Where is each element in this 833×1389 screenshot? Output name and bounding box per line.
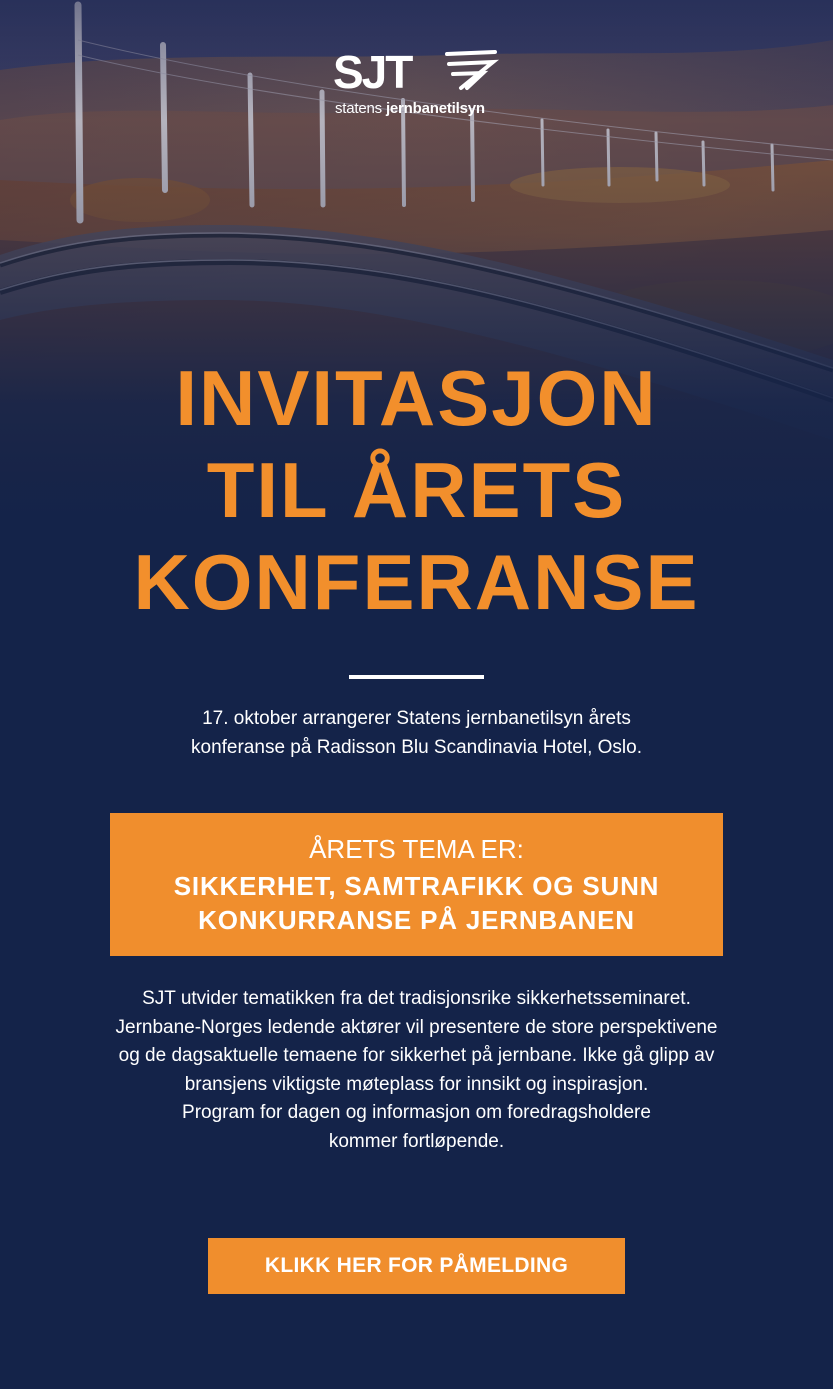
body-line: og de dagsaktuelle temaene for sikkerhet på jernbane. Ikke gå glipp av (118, 1045, 715, 1066)
headline (0, 352, 833, 628)
rail-lines-logo-icon (333, 44, 503, 100)
theme-label: ÅRETS TEMA ER: (309, 834, 524, 864)
register-button-label: KLIKK HER FOR PÅMELDING (264, 1254, 569, 1277)
body-text (0, 985, 833, 1156)
logo-subtitle-bold: jernbanetilsyn (385, 100, 485, 117)
divider (349, 675, 484, 679)
body-line: bransjens viktigste møteplass for innsikt og inspirasjon. (184, 1073, 649, 1095)
register-button[interactable] (208, 1238, 625, 1294)
headline-line: INVITASJON (175, 354, 658, 442)
intro-line: konferanse på Radisson Blu Scandinavia Hotel, Oslo. (191, 737, 642, 758)
intro-line: 17. oktober arrangerer Statens jernbanetilsyn årets (202, 708, 631, 729)
body-line: Jernbane-Norges ledende aktører vil presentere de store perspektivene (115, 1016, 718, 1038)
body-line: Program for dagen og informasjon om foredragsholdere (182, 1102, 651, 1123)
headline-line: KONFERANSE (133, 538, 700, 626)
theme-topic-line: KONKURRANSE PÅ JERNBANEN (198, 905, 635, 935)
theme-topic (110, 869, 723, 937)
intro-text (0, 704, 833, 762)
body-line: SJT utvider tematikken fra det tradisjonsrike sikkerhetsseminaret. (142, 988, 691, 1009)
body-line: kommer fortløpende. (328, 1130, 505, 1152)
logo-subtitle-regular: statens (335, 100, 386, 117)
theme-box (110, 813, 723, 956)
logo-subtitle (335, 100, 485, 117)
headline-line: TIL ÅRETS (206, 446, 627, 534)
logo-mark-text: SJT (333, 46, 412, 98)
sjt-logo[interactable] (333, 44, 503, 124)
theme-topic-line: SIKKERHET, SAMTRAFIKK OG SUNN (173, 871, 660, 901)
